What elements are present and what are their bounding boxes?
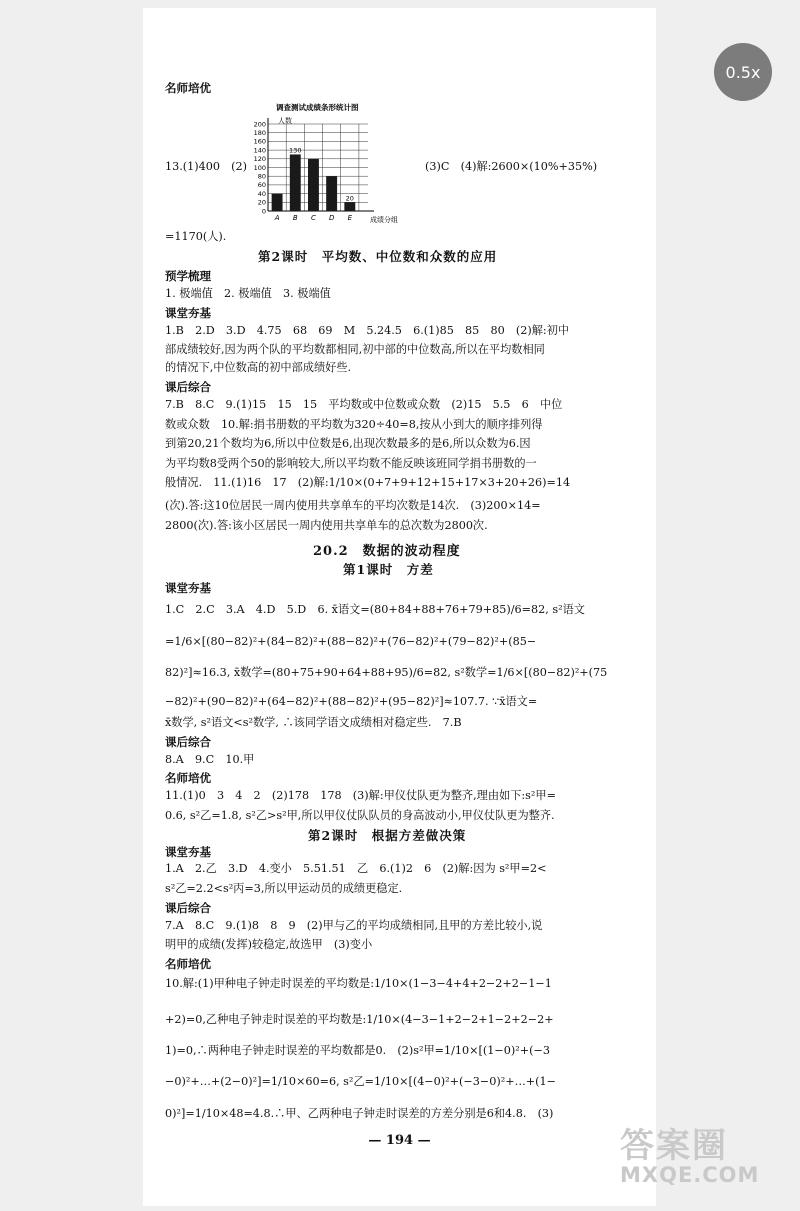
section-heading: 名师培优 [165, 81, 211, 95]
watermark-logo [620, 1118, 790, 1206]
q13-left: 13.(1)400 (2) [165, 160, 248, 173]
bar-chart [248, 100, 443, 232]
watermark-logo-text: 答案圈 [620, 1126, 728, 1166]
bar-A [272, 194, 283, 211]
text-line: 7.B 8.C 9.(1)15 15 15 平均数或中位数或众数 (2)15 5.5 6 中位 [165, 398, 563, 411]
watermark-site: MXQE.COM [620, 1163, 760, 1187]
y-tick-label: 80 [257, 172, 266, 181]
text-line: 1. 极端值 2. 极端值 3. 极端值 [165, 287, 331, 300]
x-tick-label: C [311, 214, 316, 222]
text-line: 到第20,21个数均为6,所以中位数是6,出现次数最多的是6,所以众数为6.因 [165, 437, 531, 450]
section-heading: 课后综合 [165, 735, 211, 749]
text-line: 1.A 2.乙 3.D 4.变小 5.51.51 乙 6.(1)2 6 (2)解:因为 s²甲=2< [165, 862, 547, 875]
text-line: 10.解:(1)甲种电子钟走时误差的平均数是:1/10×(1−3−4+4+2−2+2−1−1 [165, 977, 552, 990]
section-heading: 课堂夯基 [165, 845, 211, 859]
y-tick-label: 40 [257, 189, 266, 198]
chart-xlabel: 成绩分组 [370, 216, 398, 224]
text-line: 般情况. 11.(1)16 17 (2)解:1/10×(0+7+9+12+15+17×3+20+26)=14 [165, 476, 571, 489]
text-line: 1)=0,∴两种电子钟走时误差的平均数都是0. (2)s²甲=1/10×[(1−0)²+(−3 [165, 1044, 550, 1057]
x-tick-label: B [292, 214, 298, 222]
text-line: 1.B 2.D 3.D 4.75 68 69 M 5.24.5 6.(1)85 85 80 (2)解:初中 [165, 324, 570, 337]
text-line: x̄数学, s²语文<s²数学, ∴该同学语文成绩相对稳定些. 7.B [165, 716, 462, 729]
text-line: 为平均数8受两个50的影响较大,所以平均数不能反映该班同学捐书册数的一 [165, 457, 537, 470]
text-line: =1/6×[(80−82)²+(84−82)²+(88−82)²+(76−82)²+(79−82)²+(85− [165, 635, 537, 648]
data-label: 130 [289, 146, 302, 155]
text-line: 11.(1)0 3 4 2 (2)178 178 (3)解:甲仪仗队更为整齐,理由如下:s²甲= [165, 789, 556, 802]
zoom-level-badge[interactable]: 0.5x [714, 43, 772, 101]
chart-ylabel: 人数 [278, 117, 292, 125]
section-heading: 名师培优 [165, 771, 211, 785]
section-heading: 课后综合 [165, 380, 211, 394]
bar-C [308, 159, 319, 211]
y-tick-label: 20 [257, 198, 266, 207]
y-tick-label: 0 [261, 207, 266, 216]
bar-E [344, 202, 355, 211]
text-line: 数或众数 10.解:捐书册数的平均数为320÷40=8,按从小到大的顺序排列得 [165, 418, 543, 431]
text-line: 部成绩较好,因为两个队的平均数都相同,初中部的中位数高,所以在平均数相同 [165, 343, 545, 356]
y-tick-label: 120 [253, 155, 266, 164]
x-tick-label: D [328, 214, 335, 222]
text-line: +2)=0,乙种电子钟走时误差的平均数是:1/10×(4−3−1+2−2+1−2+2−2+ [165, 1013, 554, 1026]
data-label: 20 [345, 194, 354, 203]
text-line: 的情况下,中位数高的初中部成绩好些. [165, 361, 352, 374]
chart-title: 调查测试成绩条形统计图 [276, 103, 359, 112]
text-line: 7.A 8.C 9.(1)8 8 9 (2)甲与乙的平均成绩相同,且甲的方差比较小,说 [165, 919, 543, 932]
text-line: 82)²]≈16.3, x̄数学=(80+75+90+64+88+95)/6=82, s²数学=1/6×[(80−82)²+(75 [165, 666, 608, 679]
section-heading: 课堂夯基 [165, 581, 211, 595]
section-heading: 课后综合 [165, 901, 211, 915]
section-heading: 预学梳理 [165, 269, 211, 283]
text-line: 1.C 2.C 3.A 4.D 5.D 6. x̄语文=(80+84+88+76+79+85)/6=82, s²语文 [165, 603, 585, 616]
q13-tail: =1170(人). [165, 230, 227, 243]
y-tick-label: 60 [257, 181, 266, 190]
page-number: — 194 — [368, 1133, 431, 1148]
section-heading: 课堂夯基 [165, 306, 211, 320]
text-line: s²乙=2.2<s²丙=3,所以甲运动员的成绩更稳定. [165, 882, 403, 895]
bar-D [326, 176, 337, 211]
y-tick-label: 180 [253, 129, 266, 137]
text-line: −82)²+(90−82)²+(64−82)²+(88−82)²+(95−82)²]≈107.7. ∵x̄语文= [165, 695, 538, 708]
q13-right: (3)C (4)解:2600×(10%+35%) [425, 160, 598, 173]
text-line: (次).答:这10位居民一周内使用共享单车的平均次数是14次. (3)200×14= [165, 499, 541, 512]
section-title: 20.2 数据的波动程度 [313, 544, 461, 559]
y-tick-label: 100 [253, 163, 266, 172]
lesson-title: 第1课时 方差 [343, 562, 434, 577]
document-page [143, 8, 656, 1206]
text-line: −0)²+…+(2−0)²]=1/10×60=6, s²乙=1/10×[(4−0)²+(−3−0)²+…+(1− [165, 1075, 557, 1088]
text-line: 明甲的成绩(发挥)较稳定,故选甲 (3)变小 [165, 938, 373, 951]
section-heading: 名师培优 [165, 957, 211, 971]
y-tick-label: 200 [253, 120, 266, 129]
x-tick-label: E [347, 214, 353, 222]
text-line: 0.6, s²乙=1.8, s²乙>s²甲,所以甲仪仗队队员的身高波动小,甲仪仗队更为整齐. [165, 809, 555, 822]
text-line: 8.A 9.C 10.甲 [165, 753, 255, 766]
text-line: 0)²]=1/10×48=4.8.∴甲、乙两种电子钟走时误差的方差分别是6和4.8. (3) [165, 1107, 554, 1120]
text-line: 2800(次).答:该小区居民一周内使用共享单车的总次数为2800次. [165, 519, 488, 532]
lesson-title: 第2课时 根据方差做决策 [308, 828, 467, 843]
lesson-title: 第2课时 平均数、中位数和众数的应用 [258, 249, 498, 264]
y-tick-label: 160 [253, 137, 266, 146]
bar-B [290, 154, 301, 211]
x-tick-label: A [274, 214, 280, 222]
y-tick-label: 140 [253, 146, 266, 155]
